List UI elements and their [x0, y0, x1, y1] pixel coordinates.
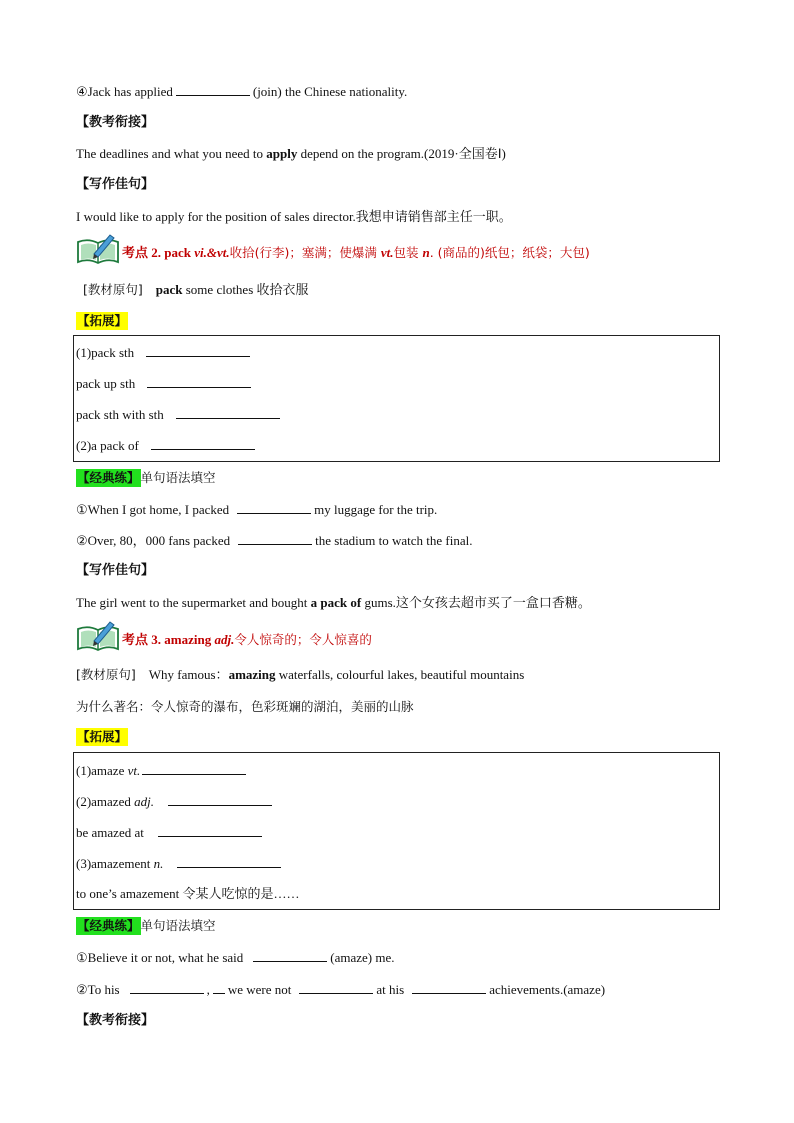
jiaokao-text-pre: The deadlines and what you need to [76, 146, 267, 161]
exercise-4 [76, 82, 407, 101]
kd2-ex2-post: the stadium to watch the final. [315, 533, 473, 548]
kaodian-2-pos3: n [422, 245, 430, 260]
kd2-exercise-2 [76, 531, 473, 550]
tuozhan-box-3 [73, 752, 720, 910]
tuozhan-label: 【拓展】 [77, 313, 128, 328]
original3-label: [教材原句] [76, 667, 136, 682]
kd3-ex2-gap [213, 980, 225, 994]
book-pencil-icon [76, 232, 120, 266]
kaodian-3-pos: adj. [214, 632, 235, 647]
xiezuo-heading: 【写作佳句】 [76, 177, 155, 192]
box2-item-4 [76, 436, 258, 455]
kd2-ex2-blank[interactable] [238, 531, 312, 545]
exercise-4-text: ④Jack has applied [76, 84, 173, 99]
kd2-exercise-1 [76, 500, 437, 519]
kaodian-3-meaning: 令人惊奇的；令人惊喜的 [234, 632, 372, 647]
kaodian-2-label: 考点 2. pack [122, 245, 195, 260]
exercise-4-blank[interactable] [176, 82, 250, 96]
tuozhan-box-2 [73, 335, 720, 462]
kaodian-2-pos2: vt. [380, 245, 394, 260]
kd3-ex1-post: (amaze) me. [330, 950, 395, 965]
kd3-ex2-text: ②To his [76, 982, 120, 997]
kaodian-2-pos1: vi.&vt. [194, 245, 230, 260]
box2-item-3-blank[interactable] [176, 405, 280, 419]
jingdian3-desc: 单句语法填空 [140, 918, 216, 933]
jiaokao-heading: 【教考衔接】 [76, 115, 155, 130]
xiezuo2-pre: The girl went to the supermarket and bought [76, 595, 311, 610]
box3-item-4-text: (3)amazement [76, 856, 154, 871]
kd3-exercise-1 [76, 948, 395, 967]
xiezuo2-keyword: a pack of [310, 595, 362, 610]
kaodian-2-original [83, 281, 309, 299]
original3-post: waterfalls, colourful lakes, beautiful mountains [275, 667, 525, 682]
kaodian-2-meaning2: 包装 [393, 245, 423, 260]
kd3-ex2-blank-3[interactable] [412, 980, 486, 994]
xiezuo-sentence-2 [76, 594, 591, 612]
kaodian-3-original [76, 666, 524, 684]
exercise-4-hint: (join) the Chinese nationality. [252, 84, 408, 99]
kd3-ex2-blank-1[interactable] [130, 980, 204, 994]
box3-item-2-blank[interactable] [168, 792, 272, 806]
jiaokao-sentence [76, 145, 506, 163]
box3-item-1 [76, 761, 249, 780]
box3-item-4-blank[interactable] [177, 854, 281, 868]
jingdian-label: 【经典练】 [77, 470, 140, 485]
tuozhan-heading-3 [76, 728, 128, 746]
box3-item-2-pos: adj. [134, 794, 154, 809]
original3-pre: Why famous： [148, 667, 229, 682]
jiaokao-heading-3: 【教考衔接】 [76, 1013, 155, 1028]
tuozhan3-label: 【拓展】 [77, 729, 128, 744]
box2-item-1-text: (1)pack sth [76, 345, 135, 360]
jingdian-heading-3 [76, 917, 216, 935]
kaodian-3-label: 考点 3. amazing [122, 632, 215, 647]
box2-item-3 [76, 405, 283, 424]
box3-item-2-text: (2)amazed [76, 794, 135, 809]
original3-keyword: amazing [228, 667, 276, 682]
kd3-exercise-2 [76, 980, 605, 999]
kd3-ex2-mid3: at his [376, 982, 405, 997]
box2-item-2 [76, 374, 254, 393]
box3-item-1-blank[interactable] [142, 761, 246, 775]
original-label: [教材原句] [83, 282, 143, 297]
kd3-ex2-mid: we were not [227, 982, 292, 997]
box3-item-2 [76, 792, 275, 811]
kd3-ex1-blank[interactable] [253, 948, 327, 962]
xiezuo-sentence: I would like to apply for the position of sales director.我想申请销售部主任一职。 [76, 209, 512, 224]
xiezuo-heading-2: 【写作佳句】 [76, 563, 155, 578]
kd3-ex2-comma: , [206, 982, 210, 997]
jingdian-heading-2 [76, 469, 216, 487]
box2-item-3-text: pack sth with sth [76, 407, 164, 422]
kd2-ex1-post: my luggage for the trip. [314, 502, 438, 517]
kaodian-2-meaning3: . (商品的)纸包；纸袋；大包) [429, 245, 590, 260]
box2-item-4-text: (2)a pack of [76, 438, 139, 453]
box2-item-2-blank[interactable] [147, 374, 251, 388]
box3-item-4 [76, 854, 284, 873]
kaodian-2-title [122, 244, 590, 262]
box3-item-5: to one’s amazement 令某人吃惊的是…… [76, 886, 300, 901]
original-keyword: pack [155, 282, 183, 297]
kd3-ex2-post: achievements.(amaze) [489, 982, 606, 997]
kd3-ex1-text: ①Believe it or not, what he said [76, 950, 244, 965]
kd2-ex1-blank[interactable] [237, 500, 311, 514]
box3-item-3 [76, 823, 265, 842]
kd2-ex1-text: ①When I got home, I packed [76, 502, 230, 517]
book-pencil-icon [76, 619, 120, 653]
kaodian-3-title [122, 631, 372, 649]
box2-item-1 [76, 343, 253, 362]
box2-item-1-blank[interactable] [146, 343, 250, 357]
jiaokao-keyword: apply [266, 146, 298, 161]
jiaokao-text-post: depend on the program.(2019·全国卷Ⅰ) [297, 146, 506, 161]
jingdian3-label: 【经典练】 [77, 918, 140, 933]
box2-item-2-text: pack up sth [76, 376, 136, 391]
kaodian-2-meaning1: 收拾(行李)；塞满；使爆满 [229, 245, 381, 260]
jingdian-desc: 单句语法填空 [140, 470, 216, 485]
box2-item-4-blank[interactable] [151, 436, 255, 450]
box3-item-1-text: (1)amaze [76, 763, 128, 778]
box3-item-3-text: be amazed at [76, 825, 144, 840]
box3-item-3-blank[interactable] [158, 823, 262, 837]
kaodian-3-original-cn: 为什么著名：令人惊奇的瀑布，色彩斑斓的湖泊，美丽的山脉 [76, 699, 414, 714]
original-text: some clothes 收拾衣服 [182, 282, 309, 297]
box3-item-1-pos: vt. [127, 763, 141, 778]
tuozhan-heading-2 [76, 312, 128, 330]
kd3-ex2-blank-2[interactable] [299, 980, 373, 994]
box3-item-4-pos: n. [153, 856, 164, 871]
xiezuo2-post: gums.这个女孩去超市买了一盒口香糖。 [361, 595, 591, 610]
kd2-ex2-text: ②Over, 80，000 fans packed [76, 533, 231, 548]
